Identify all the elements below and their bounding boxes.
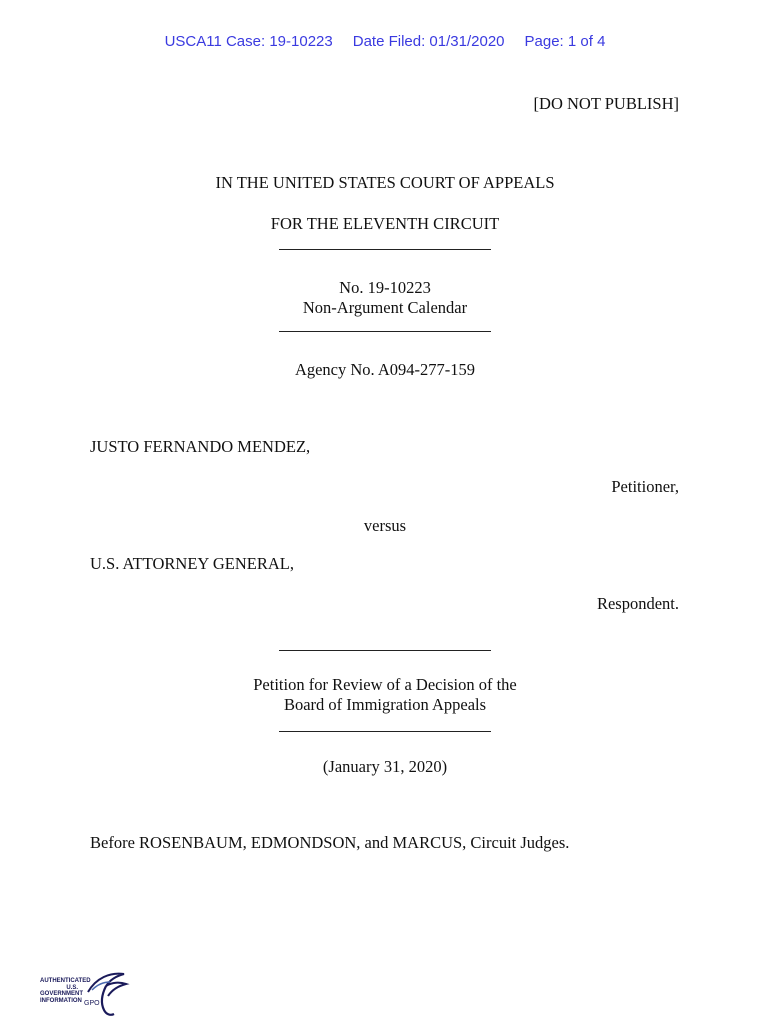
respondent-role: Respondent. [596,594,679,613]
seal-text: AUTHENTICATED U.S. GOVERNMENT INFORMATION [40,978,91,1004]
decision-date: (January 31, 2020) [322,757,448,776]
divider-rule [279,331,491,332]
case-number-stamp: USCA11 Case: 19-10223 [164,33,333,50]
publish-status: [DO NOT PUBLISH] [533,94,679,113]
gpo-label: GPO [84,1000,100,1007]
petition-description: Petition for Review of a Decision of the [253,675,517,694]
calendar-type: Non-Argument Calendar [302,298,468,317]
petitioner-role: Petitioner, [611,477,679,496]
agency-number: Agency No. A094-277-159 [294,360,476,379]
petitioner-name: JUSTO FERNANDO MENDEZ, [90,437,311,456]
circuit-name: FOR THE ELEVENTH CIRCUIT [270,214,500,233]
filing-stamp [0,33,770,50]
date-filed-stamp: Date Filed: 01/31/2020 [352,33,505,50]
divider-rule [279,650,491,651]
gpo-authentication-seal [40,970,132,1018]
petition-board: Board of Immigration Appeals [283,695,487,714]
docket-number: No. 19-10223 [339,278,431,297]
respondent-name: U.S. ATTORNEY GENERAL, [90,554,294,573]
versus-label: versus [363,516,407,535]
panel-judges: Before ROSENBAUM, EDMONDSON, and MARCUS, Circuit Judges. [90,833,570,852]
divider-rule [279,731,491,732]
eagle-icon [80,970,130,1018]
divider-rule [279,249,491,250]
page-number-stamp: Page: 1 of 4 [524,33,606,50]
court-name: IN THE UNITED STATES COURT OF APPEALS [215,173,555,192]
